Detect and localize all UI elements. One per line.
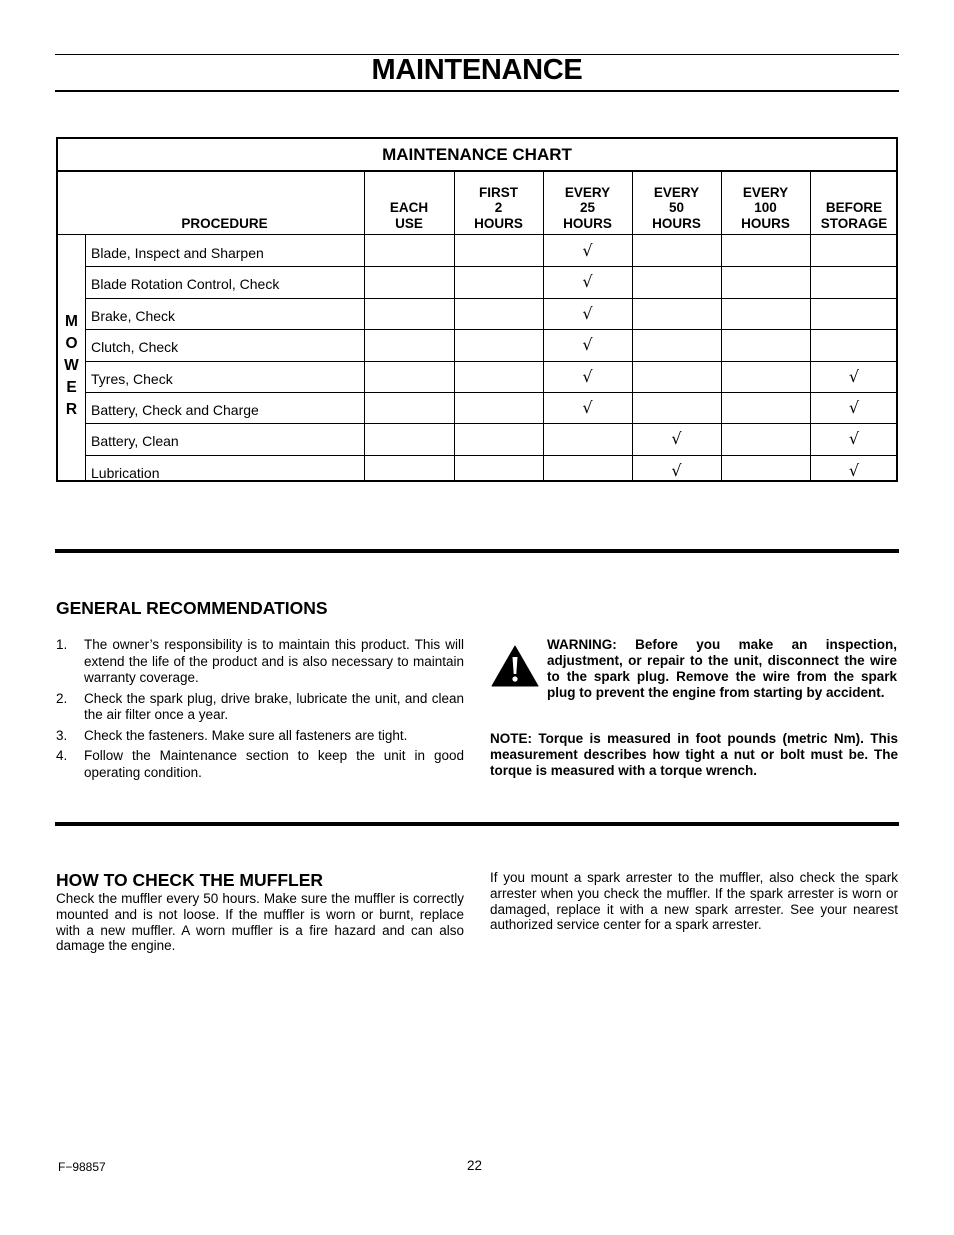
side-label-divider: [85, 235, 86, 480]
list-item-text: The owner’s responsibility is to maintain this product. This will extend the life of the product and is also necessary to maintain warranty coverage.: [84, 637, 464, 685]
procedure-label: Battery, Check and Charge: [91, 402, 259, 418]
mower-side-label: [58, 311, 85, 421]
maintenance-chart: [56, 137, 898, 482]
procedure-label: Clutch, Check: [91, 339, 179, 356]
title-bottom-rule: [55, 90, 899, 92]
column-header: [721, 172, 810, 231]
list-item: [56, 691, 464, 724]
check-mark: √: [582, 366, 593, 386]
procedure-header-label: PROCEDURE: [181, 215, 268, 231]
procedure-label: Blade Rotation Control, Check: [91, 276, 280, 293]
column-header-line: 100: [754, 200, 777, 215]
side-label-letter: E: [66, 379, 77, 396]
row-divider: [85, 392, 896, 393]
column-header-line: EVERY: [564, 184, 611, 200]
check-mark: √: [582, 241, 593, 260]
page-number: 22: [467, 1158, 483, 1173]
procedure-header: [85, 172, 364, 231]
column-header: [632, 172, 721, 231]
row-divider: [85, 361, 896, 362]
check-mark: √: [848, 429, 860, 449]
column-header-line: HOURS: [474, 215, 523, 231]
column-header-line: FIRST: [479, 184, 518, 200]
procedure-label: Brake, Check: [91, 307, 176, 324]
column-header-line: HOURS: [652, 215, 701, 231]
column-header-line: HOURS: [563, 215, 612, 231]
chart-title: MAINTENANCE CHART: [382, 145, 572, 164]
procedure-label: Lubrication: [91, 464, 160, 481]
row-divider: [85, 329, 896, 330]
check-mark: √: [848, 366, 860, 386]
check-mark: √: [671, 460, 682, 480]
muffler-heading: HOW TO CHECK THE MUFFLER: [56, 870, 324, 890]
column-header-line: HOURS: [741, 215, 790, 231]
list-item-text: Follow the Maintenance section to keep the unit in good operating condition.: [84, 748, 464, 780]
torque-note: NOTE: Torque is measured in foot pounds (metric Nm). This measurement describes how tight a nut or bolt must be. The torque is measured with a torque wrench.: [490, 731, 898, 778]
check-mark: √: [848, 398, 860, 417]
list-item-number: 1.: [56, 637, 68, 652]
column-header-line: EVERY: [653, 184, 700, 200]
procedure-label: Battery, Clean: [91, 433, 179, 450]
column-header-line: 25: [579, 200, 596, 215]
muffler-paragraph-1: Check the muffler every 50 hours. Make sure the muffler is correctly mounted and is not loose. If the muffler is worn or burnt, replace with a new muffler. A worn muffler is a fire hazard and can also damage the engine.: [56, 891, 464, 954]
list-item-number: 2.: [56, 690, 68, 706]
check-mark: √: [582, 272, 593, 292]
section-rule-general: [55, 549, 899, 553]
check-mark: √: [848, 460, 860, 480]
header-divider: [58, 234, 896, 235]
column-header-line: STORAGE: [820, 215, 888, 231]
list-item-text: Check the fasteners. Make sure all fasteners are tight.: [84, 727, 408, 743]
muffler-paragraph-2: If you mount a spark arrester to the muffler, also check the spark arrester when you check the muffler. If the spark arrester is worn or damaged, replace it with a new spark arrester. See your nearest authorized service center for a spark arrester.: [490, 870, 898, 933]
column-header: [810, 172, 898, 231]
check-mark: √: [582, 335, 593, 355]
list-item-number: 3.: [56, 727, 68, 743]
side-label-letter: R: [65, 401, 78, 418]
list-item: [56, 728, 464, 745]
list-item: [56, 748, 464, 781]
row-divider: [85, 455, 896, 456]
list-item-text: Check the spark plug, drive brake, lubricate the unit, and clean the air filter once a year.: [84, 690, 464, 722]
document-code: F−98857: [58, 1160, 106, 1174]
side-label-letter: M: [65, 313, 78, 330]
column-header-line: EVERY: [742, 184, 789, 200]
row-divider: [85, 423, 896, 424]
column-header: [454, 172, 543, 231]
row-divider: [85, 298, 896, 299]
column-header-line: BEFORE: [825, 200, 883, 215]
column-header-line: 2: [494, 200, 503, 215]
warning-icon: [491, 645, 539, 687]
column-header: [543, 172, 632, 231]
list-item-number: 4.: [56, 748, 68, 763]
procedure-label: Tyres, Check: [91, 370, 173, 387]
check-mark: √: [582, 398, 593, 417]
warning-text: WARNING: Before you make an inspection, adjustment, or repair to the unit, disconnect the wire to the spark plug. Remove the wire from the spark plug to prevent the engine from starting by accident.: [547, 637, 897, 700]
check-mark: √: [671, 429, 682, 449]
page-title: MAINTENANCE: [371, 54, 583, 86]
column-header-line: 50: [668, 200, 685, 215]
procedure-label: Blade, Inspect and Sharpen: [91, 245, 264, 261]
general-recommendations-heading: GENERAL RECOMMENDATIONS: [56, 598, 328, 618]
check-mark: √: [582, 303, 593, 323]
column-header: [364, 172, 454, 231]
section-rule-muffler: [55, 822, 899, 826]
row-divider: [85, 266, 896, 267]
side-label-letter: W: [64, 357, 79, 374]
column-header-line: USE: [395, 215, 423, 231]
side-label-letter: O: [65, 335, 78, 352]
list-item: [56, 637, 464, 687]
recommendations-list: [56, 637, 464, 785]
column-header-line: EACH: [389, 200, 429, 215]
